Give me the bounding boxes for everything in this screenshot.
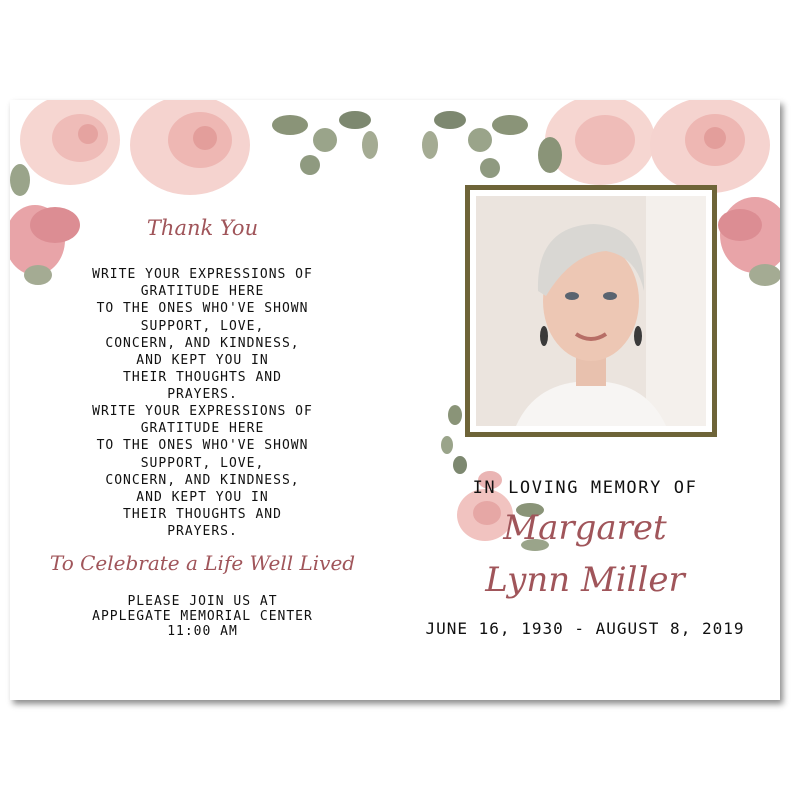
paragraph-line: THEIR THOUGHTS AND: [123, 507, 282, 523]
gratitude-paragraph-1: [30, 266, 375, 404]
paragraph-line: TO THE ONES WHO'VE SHOWN: [96, 301, 309, 317]
paragraph-line: THEIR THOUGHTS AND: [123, 370, 282, 386]
service-line: 11:00 AM: [167, 624, 238, 639]
paragraph-line: AND KEPT YOU IN: [136, 490, 269, 506]
paragraph-line: GRATITUDE HERE: [140, 421, 265, 437]
celebrate-title: To Celebrate a Life Well Lived: [49, 551, 356, 575]
paragraph-line: CONCERN, AND KINDNESS,: [105, 335, 300, 351]
paragraph-line: GRATITUDE HERE: [140, 284, 265, 300]
paragraph-line: AND KEPT YOU IN: [136, 353, 269, 369]
service-line: PLEASE JOIN US AT: [127, 594, 278, 609]
in-loving-memory-label: IN LOVING MEMORY OF: [472, 478, 698, 498]
portrait-frame: [465, 185, 717, 437]
paragraph-line: SUPPORT, LOVE,: [140, 318, 265, 334]
paragraph-line: PRAYERS.: [167, 524, 238, 540]
paragraph-line: CONCERN, AND KINDNESS,: [105, 472, 300, 488]
left-panel: [10, 100, 395, 700]
paragraph-line: WRITE YOUR EXPRESSIONS OF: [92, 267, 313, 282]
thank-you-title: Thank You: [146, 216, 259, 240]
portrait-illustration: [476, 196, 706, 426]
service-details: [30, 594, 375, 639]
service-line: APPLEGATE MEMORIAL CENTER: [92, 609, 313, 624]
deceased-middle-last-name: Lynn Miller: [485, 560, 685, 600]
portrait-mat: [470, 190, 712, 432]
deceased-first-name: Margaret: [503, 508, 667, 548]
paragraph-line: SUPPORT, LOVE,: [140, 455, 265, 471]
portrait-photo: [476, 196, 706, 426]
life-dates: JUNE 16, 1930 - AUGUST 8, 2019: [425, 619, 745, 638]
gratitude-paragraph-2: [30, 403, 375, 541]
paragraph-line: TO THE ONES WHO'VE SHOWN: [96, 438, 309, 454]
paragraph-line: PRAYERS.: [167, 387, 238, 403]
paragraph-line: WRITE YOUR EXPRESSIONS OF: [92, 404, 313, 419]
